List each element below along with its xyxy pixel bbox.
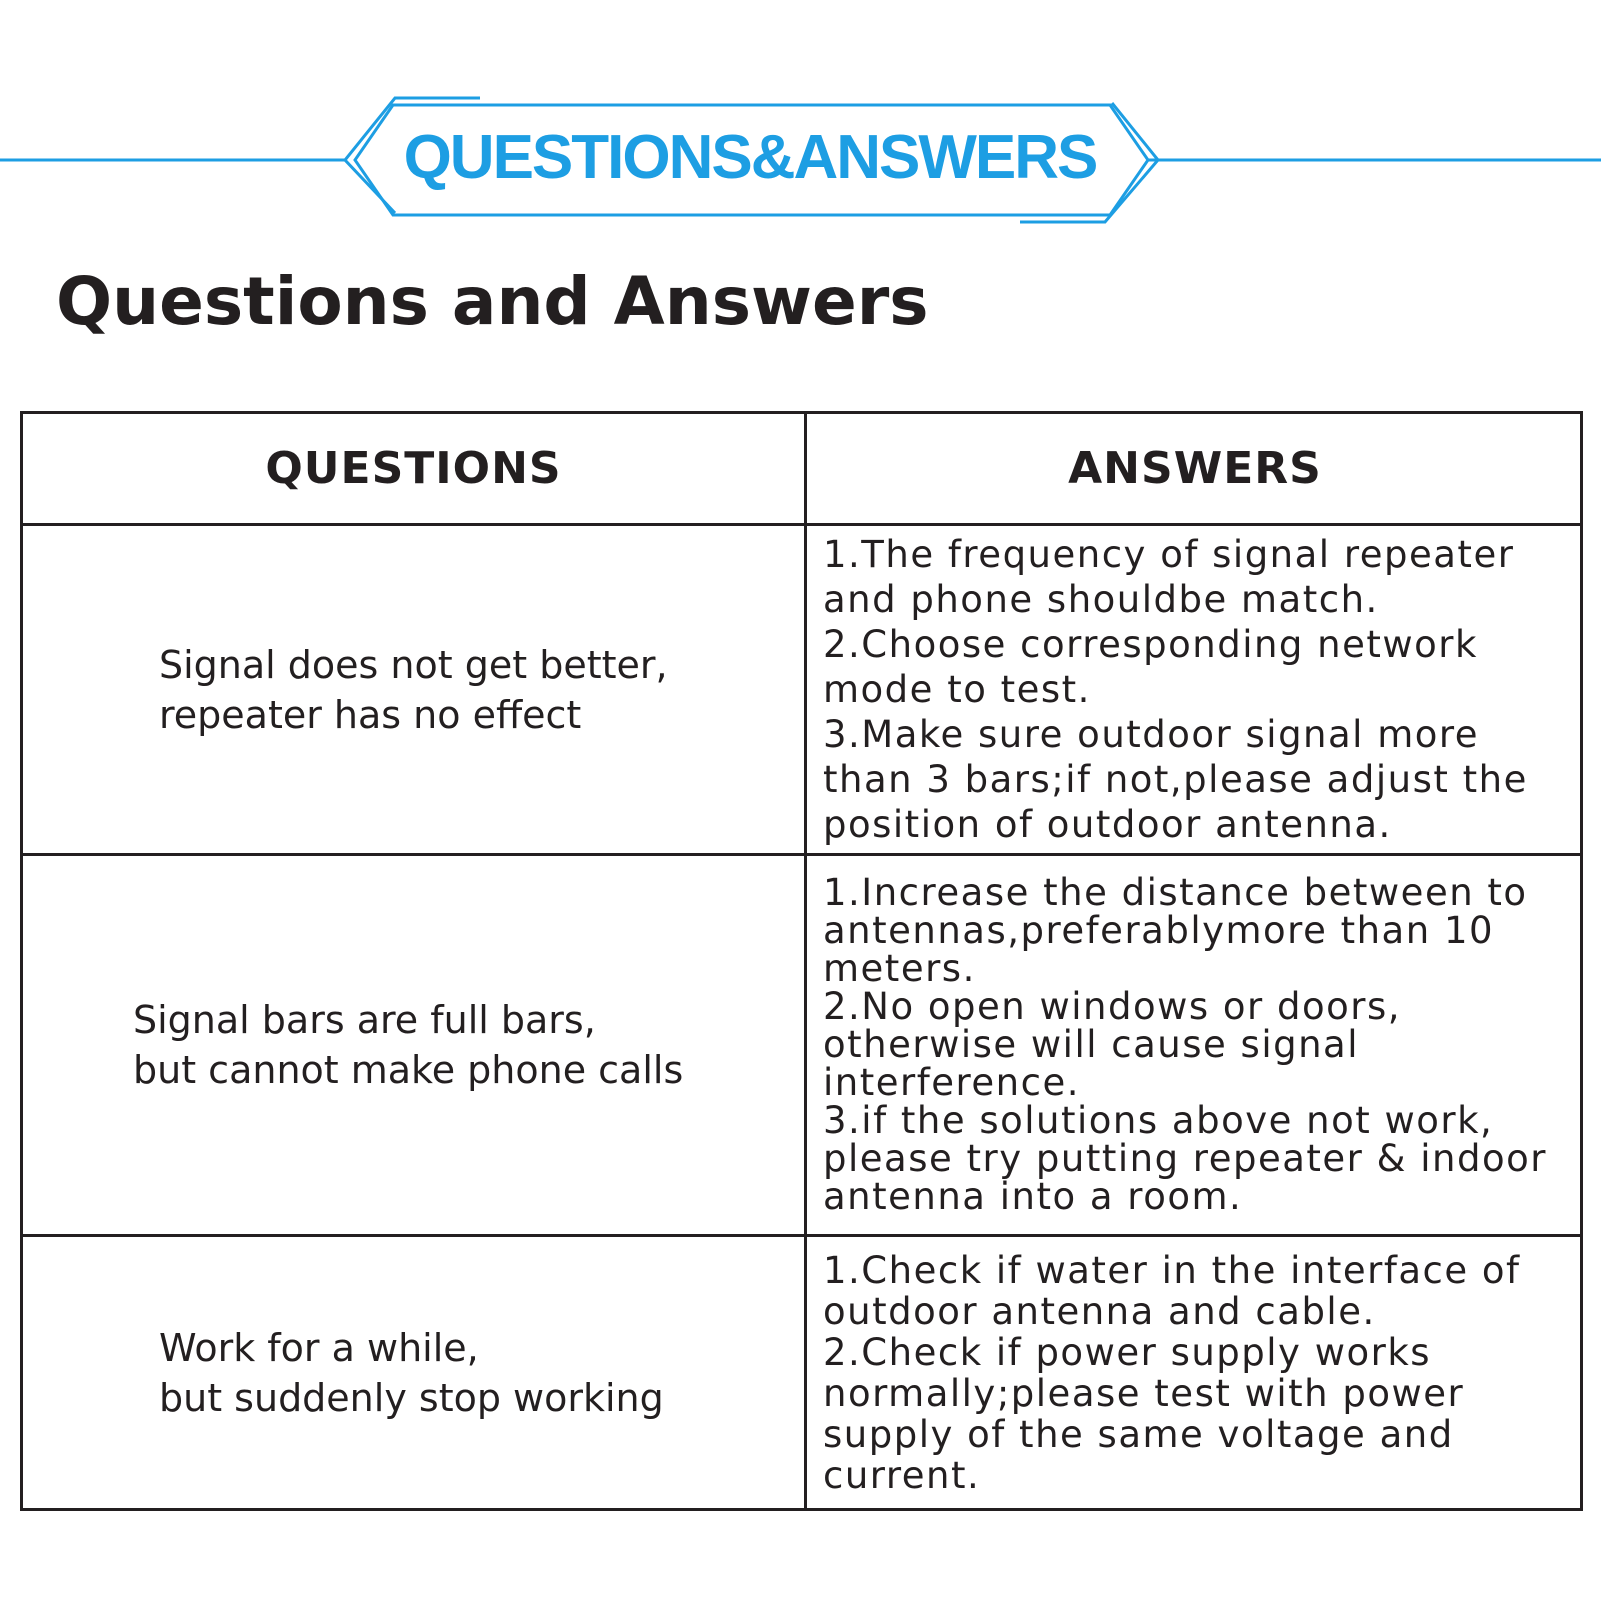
- question-line: Work for a while,: [159, 1325, 479, 1370]
- answer-line: current.: [823, 1453, 981, 1497]
- qa-banner: [0, 95, 1601, 225]
- answer-line: 2.Check if power supply works: [823, 1330, 1432, 1374]
- question-line: repeater has no effect: [159, 692, 582, 737]
- page-title: Questions and Answers: [56, 263, 929, 340]
- answer-cell: [807, 526, 1583, 853]
- header-cell-answers: [807, 414, 1583, 523]
- answer-line: 3.Make sure outdoor signal more: [823, 713, 1480, 756]
- question-text: [159, 640, 668, 740]
- answer-cell: [807, 856, 1583, 1234]
- answer-text: [807, 871, 1547, 1218]
- question-text: [159, 1323, 664, 1423]
- header-questions: QUESTIONS: [265, 443, 562, 494]
- answer-line: 1.The frequency of signal repeater: [823, 533, 1515, 576]
- banner-title: QUESTIONS&ANSWERS: [403, 123, 1097, 192]
- table-row: [23, 853, 1580, 1234]
- qa-table: [20, 411, 1583, 1511]
- answer-line: 1.Check if water in the interface of: [823, 1248, 1521, 1292]
- question-line: but suddenly stop working: [159, 1375, 664, 1420]
- answer-line: normally;please test with power: [823, 1371, 1465, 1415]
- answer-line: meters.: [823, 947, 976, 990]
- question-text: [133, 995, 683, 1095]
- answer-line: mode to test.: [823, 668, 1091, 711]
- answer-line: outdoor antenna and cable.: [823, 1289, 1376, 1333]
- answer-line: antennas,preferablymore than 10: [823, 909, 1495, 952]
- answer-line: otherwise will cause signal: [823, 1023, 1359, 1066]
- header-answers: ANSWERS: [1068, 443, 1322, 494]
- header-cell-questions: [23, 414, 804, 523]
- question-cell: [23, 856, 804, 1234]
- answer-text: [807, 1250, 1521, 1496]
- answer-line: please try putting repeater & indoor: [823, 1137, 1547, 1180]
- answer-line: supply of the same voltage and: [823, 1412, 1454, 1456]
- answer-line: than 3 bars;if not,please adjust the: [823, 758, 1528, 801]
- answer-line: 2.Choose corresponding network: [823, 623, 1478, 666]
- answer-cell: [807, 1237, 1583, 1508]
- table-header-row: [23, 414, 1580, 523]
- answer-line: and phone shouldbe match.: [823, 578, 1379, 621]
- answer-line: antenna into a room.: [823, 1175, 1243, 1218]
- question-line: Signal does not get better,: [159, 642, 668, 687]
- table-row: [23, 1234, 1580, 1508]
- answer-line: position of outdoor antenna.: [823, 803, 1392, 846]
- question-cell: [23, 1237, 804, 1508]
- answer-line: interference.: [823, 1061, 1080, 1104]
- question-line: Signal bars are full bars,: [133, 998, 596, 1042]
- table-row: [23, 523, 1580, 853]
- answer-line: 3.if the solutions above not work,: [823, 1099, 1494, 1142]
- answer-line: 1.Increase the distance between to: [823, 871, 1528, 914]
- answer-text: [807, 532, 1528, 847]
- question-line: but cannot make phone calls: [133, 1048, 684, 1092]
- question-cell: [23, 526, 804, 853]
- answer-line: 2.No open windows or doors,: [823, 985, 1402, 1028]
